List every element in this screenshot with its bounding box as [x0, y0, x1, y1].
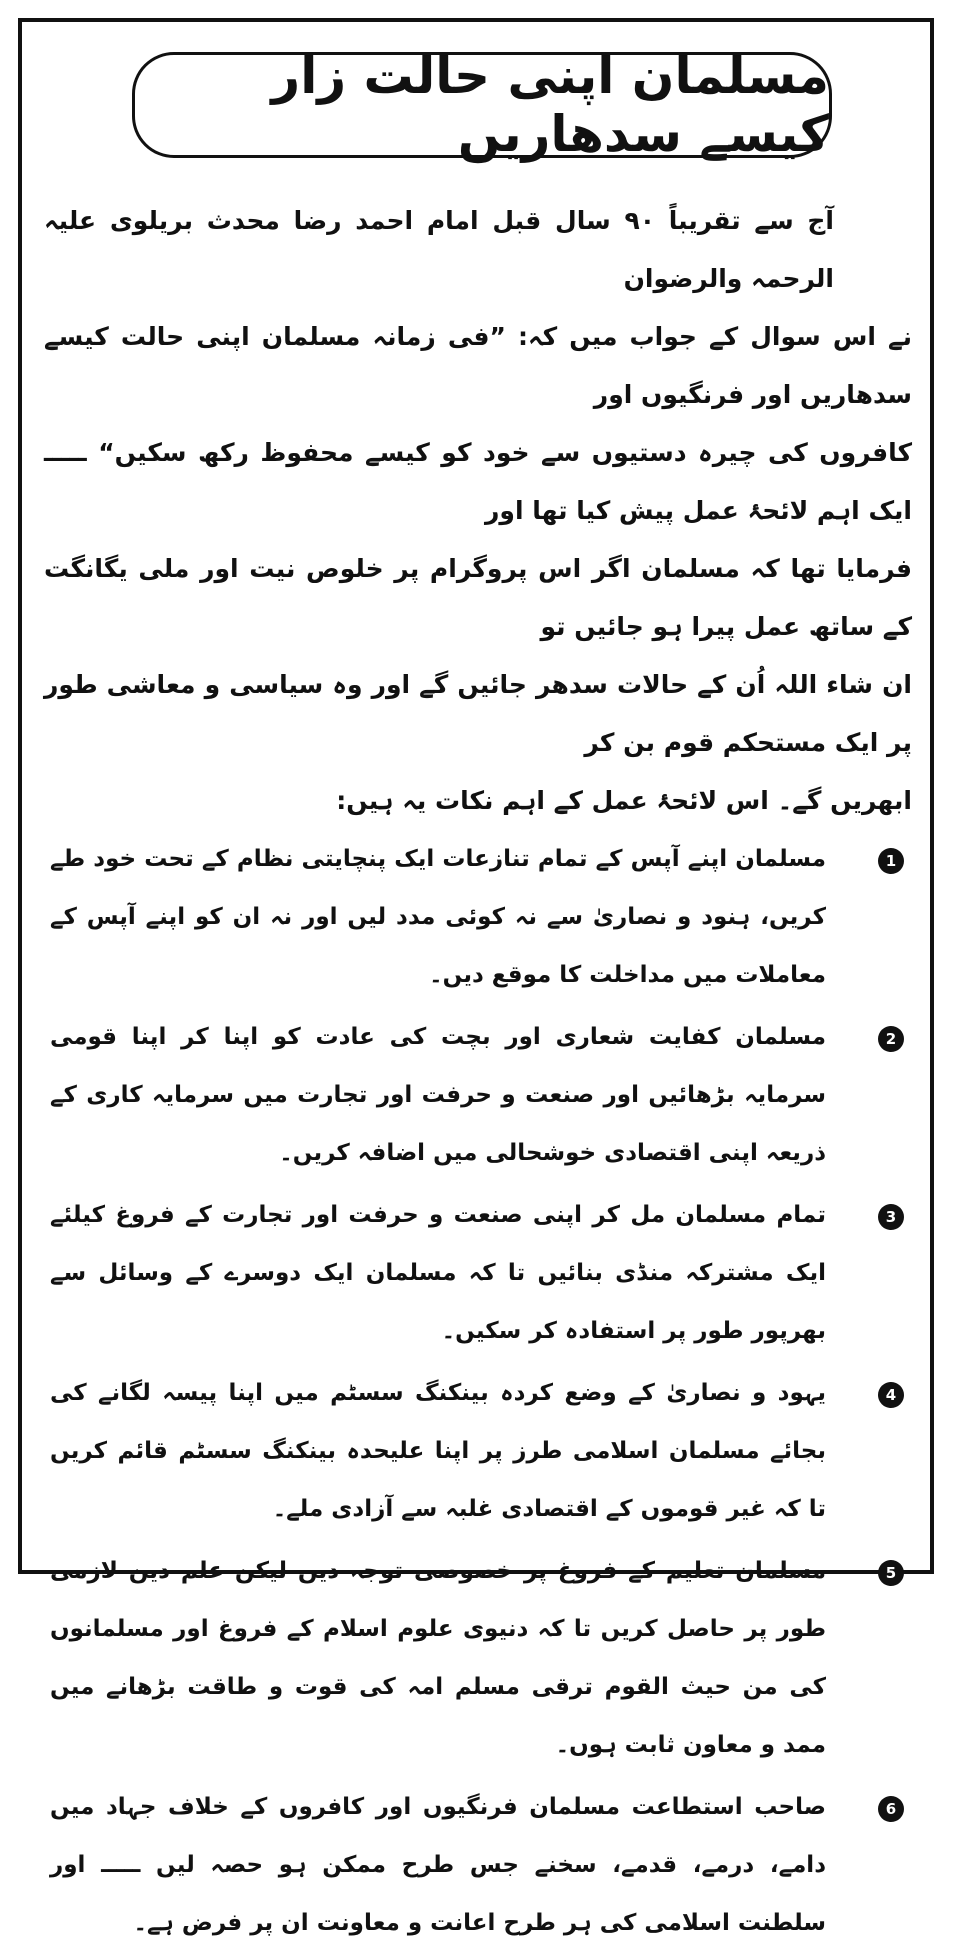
list-item — [44, 1364, 912, 1538]
article-body — [44, 192, 912, 1952]
intro-paragraph — [44, 192, 912, 830]
title-banner — [132, 47, 832, 163]
list-item — [44, 1186, 912, 1360]
point-number-badge: 3 — [878, 1204, 904, 1230]
point-text: صاحب استطاعت مسلمان فرنگیوں اور کافروں کے خلاف جہاد میں دامے، درمے، قدمے، سخنے جس طرح ممکن ہو حصہ لیں ـــــ اور سلطنت اسلامی کی ہر طرح اعانت و معاونت ان پر فرض ہے۔ — [50, 1794, 826, 1936]
intro-line: آج سے تقریباً ۹۰ سال قبل امام احمد رضا محدث بریلوی علیہ الرحمہ والرضوان — [44, 206, 835, 293]
point-text: تمام مسلمان مل کر اپنی صنعت و حرفت اور تجارت کے فروغ کیلئے ایک مشترکہ منڈی بنائیں تا کہ مسلمان ایک دوسرے کے وسائل سے بھرپور طور پر استفادہ کر سکیں۔ — [50, 1202, 826, 1344]
point-text: مسلمان تعلیم کے فروغ پر خصوصی توجہ دیں لیکن علم دین لازمی طور پر حاصل کریں تا کہ دنیوی علوم اسلام کے فروغ اور مسلمانوں کی من حیث القوم ترقی مسلم امہ کی قوت و طاقت بڑھانے میں ممد و معاون ثابت ہوں۔ — [50, 1558, 826, 1758]
intro-line: فرمایا تھا کہ مسلمان اگر اس پروگرام پر خلوص نیت اور ملی یگانگت کے ساتھ عمل پیرا ہو جائیں تو — [44, 554, 912, 641]
list-item — [44, 1778, 912, 1952]
intro-line: کافروں کی چیرہ دستیوں سے خود کو کیسے محفوظ رکھ سکیں“ ـــــ ایک اہم لائحۂ عمل پیش کیا تھا اور — [44, 438, 912, 525]
page-title: مسلمان اپنی حالت زار کیسے سدھاریں — [271, 47, 829, 163]
point-number-badge: 4 — [878, 1382, 904, 1408]
list-item — [44, 1008, 912, 1182]
list-item — [44, 830, 912, 1004]
intro-line: ابھریں گے۔ اس لائحۂ عمل کے اہم نکات یہ ہیں: — [336, 786, 912, 815]
point-number-badge: 6 — [878, 1796, 904, 1822]
point-number-badge: 1 — [878, 848, 904, 874]
point-text: مسلمان اپنے آپس کے تمام تنازعات ایک پنچایتی نظام کے تحت خود طے کریں، ہنود و نصاریٰ سے نہ کوئی مدد لیں اور نہ ان کو اپنے آپس کے معاملات میں مداخلت کا موقع دیں۔ — [50, 846, 826, 988]
list-item — [44, 1542, 912, 1774]
intro-line: نے اس سوال کے جواب میں کہ: ”فی زمانہ مسلمان اپنی حالت کیسے سدھاریں اور فرنگیوں اور — [44, 322, 912, 409]
point-number-badge: 5 — [878, 1560, 904, 1586]
points-list — [44, 830, 912, 1952]
intro-line: ان شاء اللہ اُن کے حالات سدھر جائیں گے اور وہ سیاسی و معاشی طور پر ایک مستحکم قوم بن کر — [44, 670, 912, 757]
point-text: مسلمان کفایت شعاری اور بچت کی عادت کو اپنا کر اپنا قومی سرمایہ بڑھائیں اور صنعت و حرفت اور تجارت میں سرمایہ کاری کے ذریعہ اپنی اقتصادی خوشحالی میں اضافہ کریں۔ — [50, 1024, 826, 1166]
point-number-badge: 2 — [878, 1026, 904, 1052]
point-text: یہود و نصاریٰ کے وضع کردہ بینکنگ سسٹم میں اپنا پیسہ لگانے کی بجائے مسلمان اسلامی طرز پر اپنا علیحدہ بینکنگ سسٹم قائم کریں تا کہ غیر قوموں کے اقتصادی غلبہ سے آزادی ملے۔ — [50, 1380, 826, 1522]
